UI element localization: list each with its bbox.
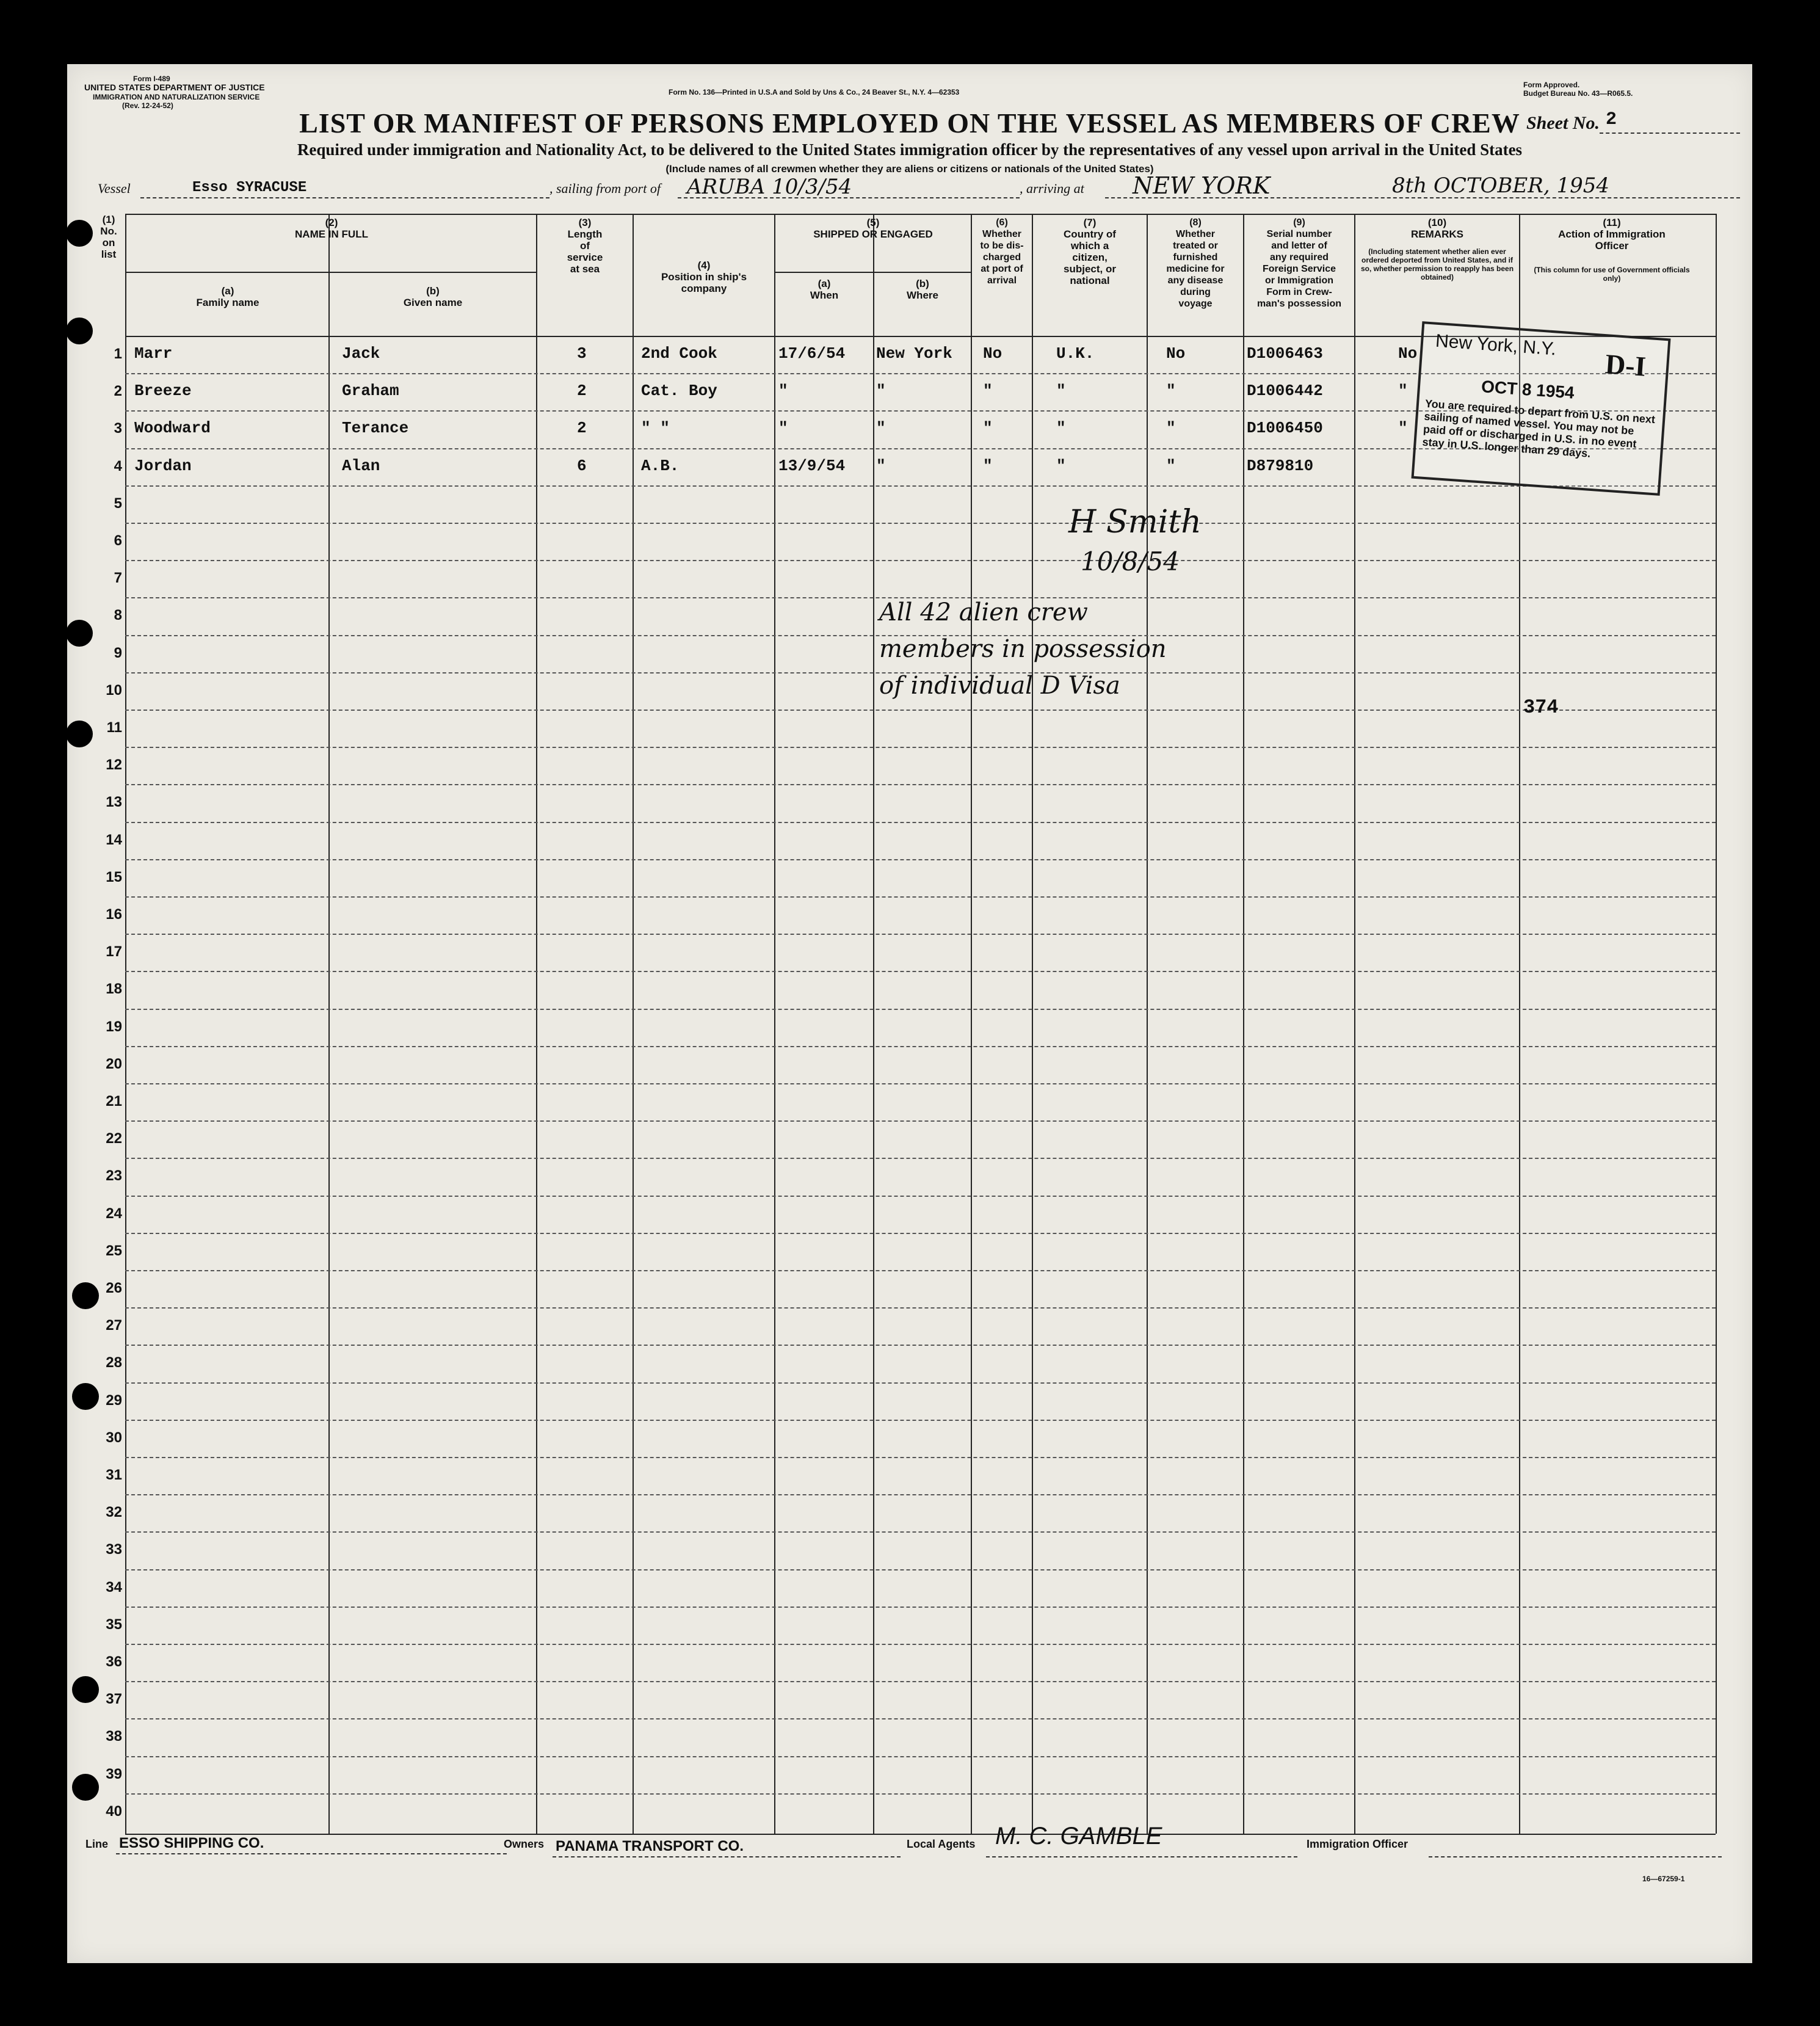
- binder-hole: [72, 1676, 99, 1703]
- footer-agents-value: M. C. GAMBLE: [995, 1823, 1162, 1850]
- crew-remarks-cell: ": [1398, 382, 1408, 401]
- crew-position-cell: A.B.: [641, 456, 680, 475]
- col-11-note: (This column for use of Government officials only): [1534, 266, 1690, 283]
- row-number: 38: [106, 1728, 122, 1745]
- crew-family-cell: Woodward: [134, 419, 211, 438]
- row-divider: [125, 1718, 1716, 1719]
- footer-line-label: Line: [85, 1838, 109, 1850]
- printer-line: Form No. 136—Printed in U.S.A and Sold by Uns & Co., 24 Beaver St., N.Y. 4—62353: [669, 88, 960, 96]
- binder-hole: [72, 1282, 99, 1309]
- grid-line: [633, 214, 634, 1834]
- crew-where-cell: ": [876, 419, 886, 438]
- crew-discharged-cell: No: [983, 344, 1002, 363]
- crew-family-cell: Breeze: [134, 382, 192, 401]
- grid-line: [1243, 214, 1244, 1834]
- crew-when-cell: ": [778, 419, 788, 438]
- crew-remarks-cell: ": [1398, 419, 1408, 438]
- crew-medicine-cell: ": [1166, 382, 1176, 401]
- row-divider: [125, 1083, 1716, 1084]
- crew-family-cell: Marr: [134, 344, 173, 363]
- row-divider: [125, 1457, 1716, 1458]
- crew-country-cell: ": [1056, 382, 1066, 401]
- row-number: 31: [106, 1467, 122, 1483]
- row-divider: [125, 1307, 1716, 1309]
- row-divider: [125, 1531, 1716, 1533]
- row-number: 37: [106, 1691, 122, 1708]
- row-number: 36: [106, 1654, 122, 1670]
- grid-line: [873, 272, 874, 1834]
- crew-service-cell: 2: [577, 419, 587, 438]
- crew-when-cell: ": [778, 382, 788, 401]
- row-divider: [125, 1681, 1716, 1682]
- col-5a-header: (a) When: [810, 278, 839, 301]
- grid-line: [1354, 214, 1355, 1834]
- crew-family-cell: Jordan: [134, 456, 192, 475]
- row-divider: [125, 1009, 1716, 1010]
- row-divider: [125, 896, 1716, 898]
- crew-position-cell: 2nd Cook: [641, 344, 717, 363]
- row-number: 9: [114, 644, 122, 661]
- crew-remarks-cell: No: [1398, 344, 1418, 363]
- row-number: 33: [106, 1541, 122, 1558]
- row-divider: [125, 1046, 1716, 1047]
- row-number: 14: [106, 831, 122, 848]
- row-divider: [125, 1793, 1716, 1795]
- crew-given-cell: Graham: [342, 382, 399, 401]
- row-divider: [125, 710, 1716, 711]
- row-number: 10: [106, 681, 122, 699]
- sheet-number: 2: [1606, 109, 1617, 130]
- row-number: 28: [106, 1354, 122, 1371]
- row-number: 22: [106, 1130, 122, 1147]
- col-4-header: (4) Position in ship's company: [661, 260, 747, 294]
- grid-line: [536, 214, 537, 1834]
- row-number: 20: [106, 1055, 122, 1072]
- row-divider: [125, 523, 1716, 524]
- row-number: 2: [114, 383, 122, 400]
- crew-medicine-cell: No: [1166, 344, 1186, 363]
- sailing-value: ARUBA 10/3/54: [687, 175, 852, 199]
- crew-service-cell: 6: [577, 456, 587, 475]
- form-approved: Form Approved.: [1523, 81, 1580, 89]
- binder-hole: [66, 318, 93, 344]
- row-number: 35: [106, 1616, 122, 1633]
- binder-hole: [66, 721, 93, 747]
- row-number: 17: [106, 943, 122, 960]
- footer-owners-label: Owners: [504, 1838, 545, 1850]
- row-number: 6: [114, 532, 122, 549]
- form-id: Form I-489: [133, 74, 170, 83]
- row-divider: [125, 1233, 1716, 1234]
- footer-owners-value: PANAMA TRANSPORT CO.: [556, 1838, 744, 1854]
- grid-line: [774, 214, 775, 1834]
- row-number: 8: [114, 607, 122, 624]
- row-number: 4: [114, 457, 122, 474]
- row-number: 7: [114, 570, 122, 587]
- row-number: 21: [106, 1093, 122, 1109]
- row-divider: [125, 1644, 1716, 1645]
- row-divider: [125, 1345, 1716, 1346]
- crew-where-cell: ": [876, 382, 886, 401]
- row-number: 39: [106, 1765, 122, 1782]
- row-number: 13: [106, 794, 122, 811]
- row-number: 3: [114, 420, 122, 437]
- row-number: 26: [106, 1280, 122, 1296]
- row-divider: [125, 971, 1716, 972]
- crew-serial-cell: D1006442: [1247, 382, 1323, 401]
- col-2-header: (2) NAME IN FULL: [295, 217, 368, 240]
- crew-serial-cell: D1006463: [1247, 344, 1323, 363]
- crew-medicine-cell: ": [1166, 419, 1176, 438]
- crew-service-cell: 3: [577, 344, 587, 363]
- grid-line: [125, 272, 536, 273]
- officer-signature: H Smith: [1068, 504, 1202, 540]
- row-number: 30: [106, 1429, 122, 1446]
- sailing-label: , sailing from port of: [549, 181, 661, 196]
- row-number: 24: [106, 1205, 122, 1222]
- subnote: (Include names of all crewmen whether they are aliens or citizens or nationals of the United States): [665, 163, 1154, 175]
- col-2a-header: (a) Family name: [196, 285, 259, 308]
- budget-bureau: Budget Bureau No. 43—R065.5.: [1523, 89, 1633, 98]
- grid-line: [774, 272, 971, 273]
- subtitle: Required under immigration and Nationality Act, to be delivered to the United States immigration officer by the representatives of any vessel upon arrival in the United States: [297, 140, 1523, 159]
- binder-hole: [72, 1774, 99, 1801]
- row-number: 1: [114, 346, 122, 362]
- row-divider: [125, 784, 1716, 785]
- row-number: 11: [106, 719, 122, 736]
- row-number: 27: [106, 1317, 122, 1334]
- row-divider: [125, 859, 1716, 860]
- row-number: 23: [106, 1167, 122, 1185]
- service: IMMIGRATION AND NATURALIZATION SERVICE: [93, 93, 260, 101]
- crew-given-cell: Alan: [342, 456, 380, 475]
- col-2b-header: (b) Given name: [403, 285, 463, 308]
- row-number: 19: [106, 1018, 122, 1035]
- crew-serial-cell: D1006450: [1247, 419, 1323, 438]
- binder-hole: [72, 1383, 99, 1410]
- row-number: 5: [114, 495, 122, 512]
- row-divider: [125, 1607, 1716, 1608]
- vessel-label: Vessel: [98, 181, 131, 196]
- crew-country-cell: U.K.: [1056, 344, 1095, 363]
- col-3-header: (3) Length of service at sea: [567, 217, 603, 275]
- arriving-label: , arriving at: [1020, 181, 1084, 196]
- row-divider: [125, 1756, 1716, 1757]
- footer-agents-label: Local Agents: [907, 1838, 976, 1850]
- crew-service-cell: 2: [577, 382, 587, 401]
- page-title: LIST OR MANIFEST OF PERSONS EMPLOYED ON THE VESSEL AS MEMBERS OF CREW: [299, 107, 1520, 139]
- note-line-2: members in possession: [879, 635, 1167, 663]
- col-6-header: (6) Whether to be dis- charged at port of arrival: [980, 217, 1024, 286]
- grid-line: [1147, 214, 1148, 1834]
- crew-serial-cell: D879810: [1247, 456, 1314, 475]
- revision: (Rev. 12-24-52): [122, 101, 173, 110]
- binder-hole: [66, 620, 93, 647]
- footer-form-code: 16—67259-1: [1642, 1875, 1685, 1883]
- arriving-underline: [1105, 197, 1740, 198]
- crew-country-cell: ": [1056, 419, 1066, 438]
- row-number: 25: [106, 1242, 122, 1259]
- crew-given-cell: Terance: [342, 419, 409, 438]
- grid-line: [125, 1834, 1716, 1835]
- row-divider: [125, 560, 1716, 561]
- stamp-text: You are required to depart from U.S. on next sailing of named vessel. You may not be paid off or discharged in U.S. in no event stay in U.S. longer than 29 days.: [1422, 397, 1656, 460]
- row-divider: [125, 747, 1716, 748]
- grid-line: [125, 214, 1716, 215]
- crew-country-cell: ": [1056, 456, 1066, 475]
- row-number: 34: [106, 1578, 122, 1596]
- stamp-code: D-I: [1604, 348, 1647, 382]
- row-number: 40: [106, 1803, 122, 1820]
- footer-officer-label: Immigration Officer: [1307, 1838, 1409, 1850]
- vessel-value: Esso SYRACUSE: [192, 180, 307, 196]
- crew-when-cell: 13/9/54: [778, 456, 846, 475]
- col-1-header: (1) No. on list: [100, 214, 117, 260]
- row-divider: [125, 822, 1716, 823]
- col-5-header: (5) SHIPPED OR ENGAGED: [813, 217, 933, 240]
- col-9-header: (9) Serial number and letter of any required Foreign Service or Immigration Form in Crew- man's possession: [1256, 217, 1342, 309]
- col-10-header: (10) REMARKS: [1411, 217, 1463, 240]
- count-stamp: 374: [1523, 696, 1559, 719]
- crew-when-cell: 17/6/54: [778, 344, 846, 363]
- crew-discharged-cell: ": [983, 456, 993, 475]
- grid-line: [1032, 214, 1033, 1834]
- row-number: 12: [106, 757, 122, 774]
- row-number: 16: [106, 906, 122, 923]
- sheet-label: Sheet No.: [1526, 113, 1600, 133]
- binder-hole: [66, 220, 93, 247]
- col-5b-header: (b) Where: [907, 278, 938, 301]
- row-number: 15: [106, 868, 122, 885]
- col-8-header: (8) Whether treated or furnished medicine for any disease during voyage: [1166, 217, 1225, 309]
- note-line-1: All 42 alien crew: [879, 598, 1088, 626]
- immigration-stamp: [1411, 321, 1670, 496]
- sheet-number-line: [1600, 133, 1740, 134]
- crew-position-cell: Cat. Boy: [641, 382, 717, 401]
- row-number: 29: [106, 1392, 122, 1409]
- row-number: 32: [106, 1504, 122, 1521]
- stamp-city: New York, N.Y.: [1435, 330, 1557, 360]
- col-11-header: (11) Action of Immigration Officer: [1558, 217, 1666, 252]
- grid-line: [971, 214, 972, 1834]
- crew-position-cell: " ": [641, 419, 670, 438]
- row-divider: [125, 1120, 1716, 1122]
- row-number: 18: [106, 981, 122, 998]
- signature-date: 10/8/54: [1081, 546, 1180, 576]
- crew-given-cell: Jack: [342, 344, 380, 363]
- row-divider: [125, 1569, 1716, 1570]
- row-divider: [125, 1158, 1716, 1159]
- footer-line-value: ESSO SHIPPING CO.: [119, 1835, 264, 1851]
- note-line-3: of individual D Visa: [879, 672, 1120, 700]
- row-divider: [125, 1270, 1716, 1271]
- row-divider: [125, 1382, 1716, 1384]
- crew-discharged-cell: ": [983, 419, 993, 438]
- crew-where-cell: New York: [876, 344, 952, 363]
- department: UNITED STATES DEPARTMENT OF JUSTICE: [84, 82, 265, 92]
- crew-medicine-cell: ": [1166, 456, 1176, 475]
- grid-line: [1716, 214, 1717, 1834]
- col-10-note: (Including statement whether alien ever ordered deported from United States, and if so, whether permission to reapply has been obtained): [1360, 247, 1514, 281]
- crew-discharged-cell: ": [983, 382, 993, 401]
- row-divider: [125, 485, 1716, 487]
- stamp-date: OCT 8 1954: [1481, 377, 1575, 402]
- arriving-value: NEW YORK: [1133, 172, 1271, 199]
- vessel-underline: [140, 197, 549, 198]
- row-divider: [125, 934, 1716, 935]
- sailing-underline: [678, 197, 1020, 198]
- arrival-date: 8th OCTOBER, 1954: [1392, 173, 1609, 198]
- crew-where-cell: ": [876, 456, 886, 475]
- col-7-header: (7) Country of which a citizen, subject, or national: [1064, 217, 1116, 286]
- grid-line: [328, 214, 330, 1834]
- row-divider: [125, 1420, 1716, 1421]
- row-divider: [125, 1494, 1716, 1495]
- manifest-sheet: [67, 64, 1752, 1963]
- row-divider: [125, 1196, 1716, 1197]
- grid-line: [125, 214, 126, 1834]
